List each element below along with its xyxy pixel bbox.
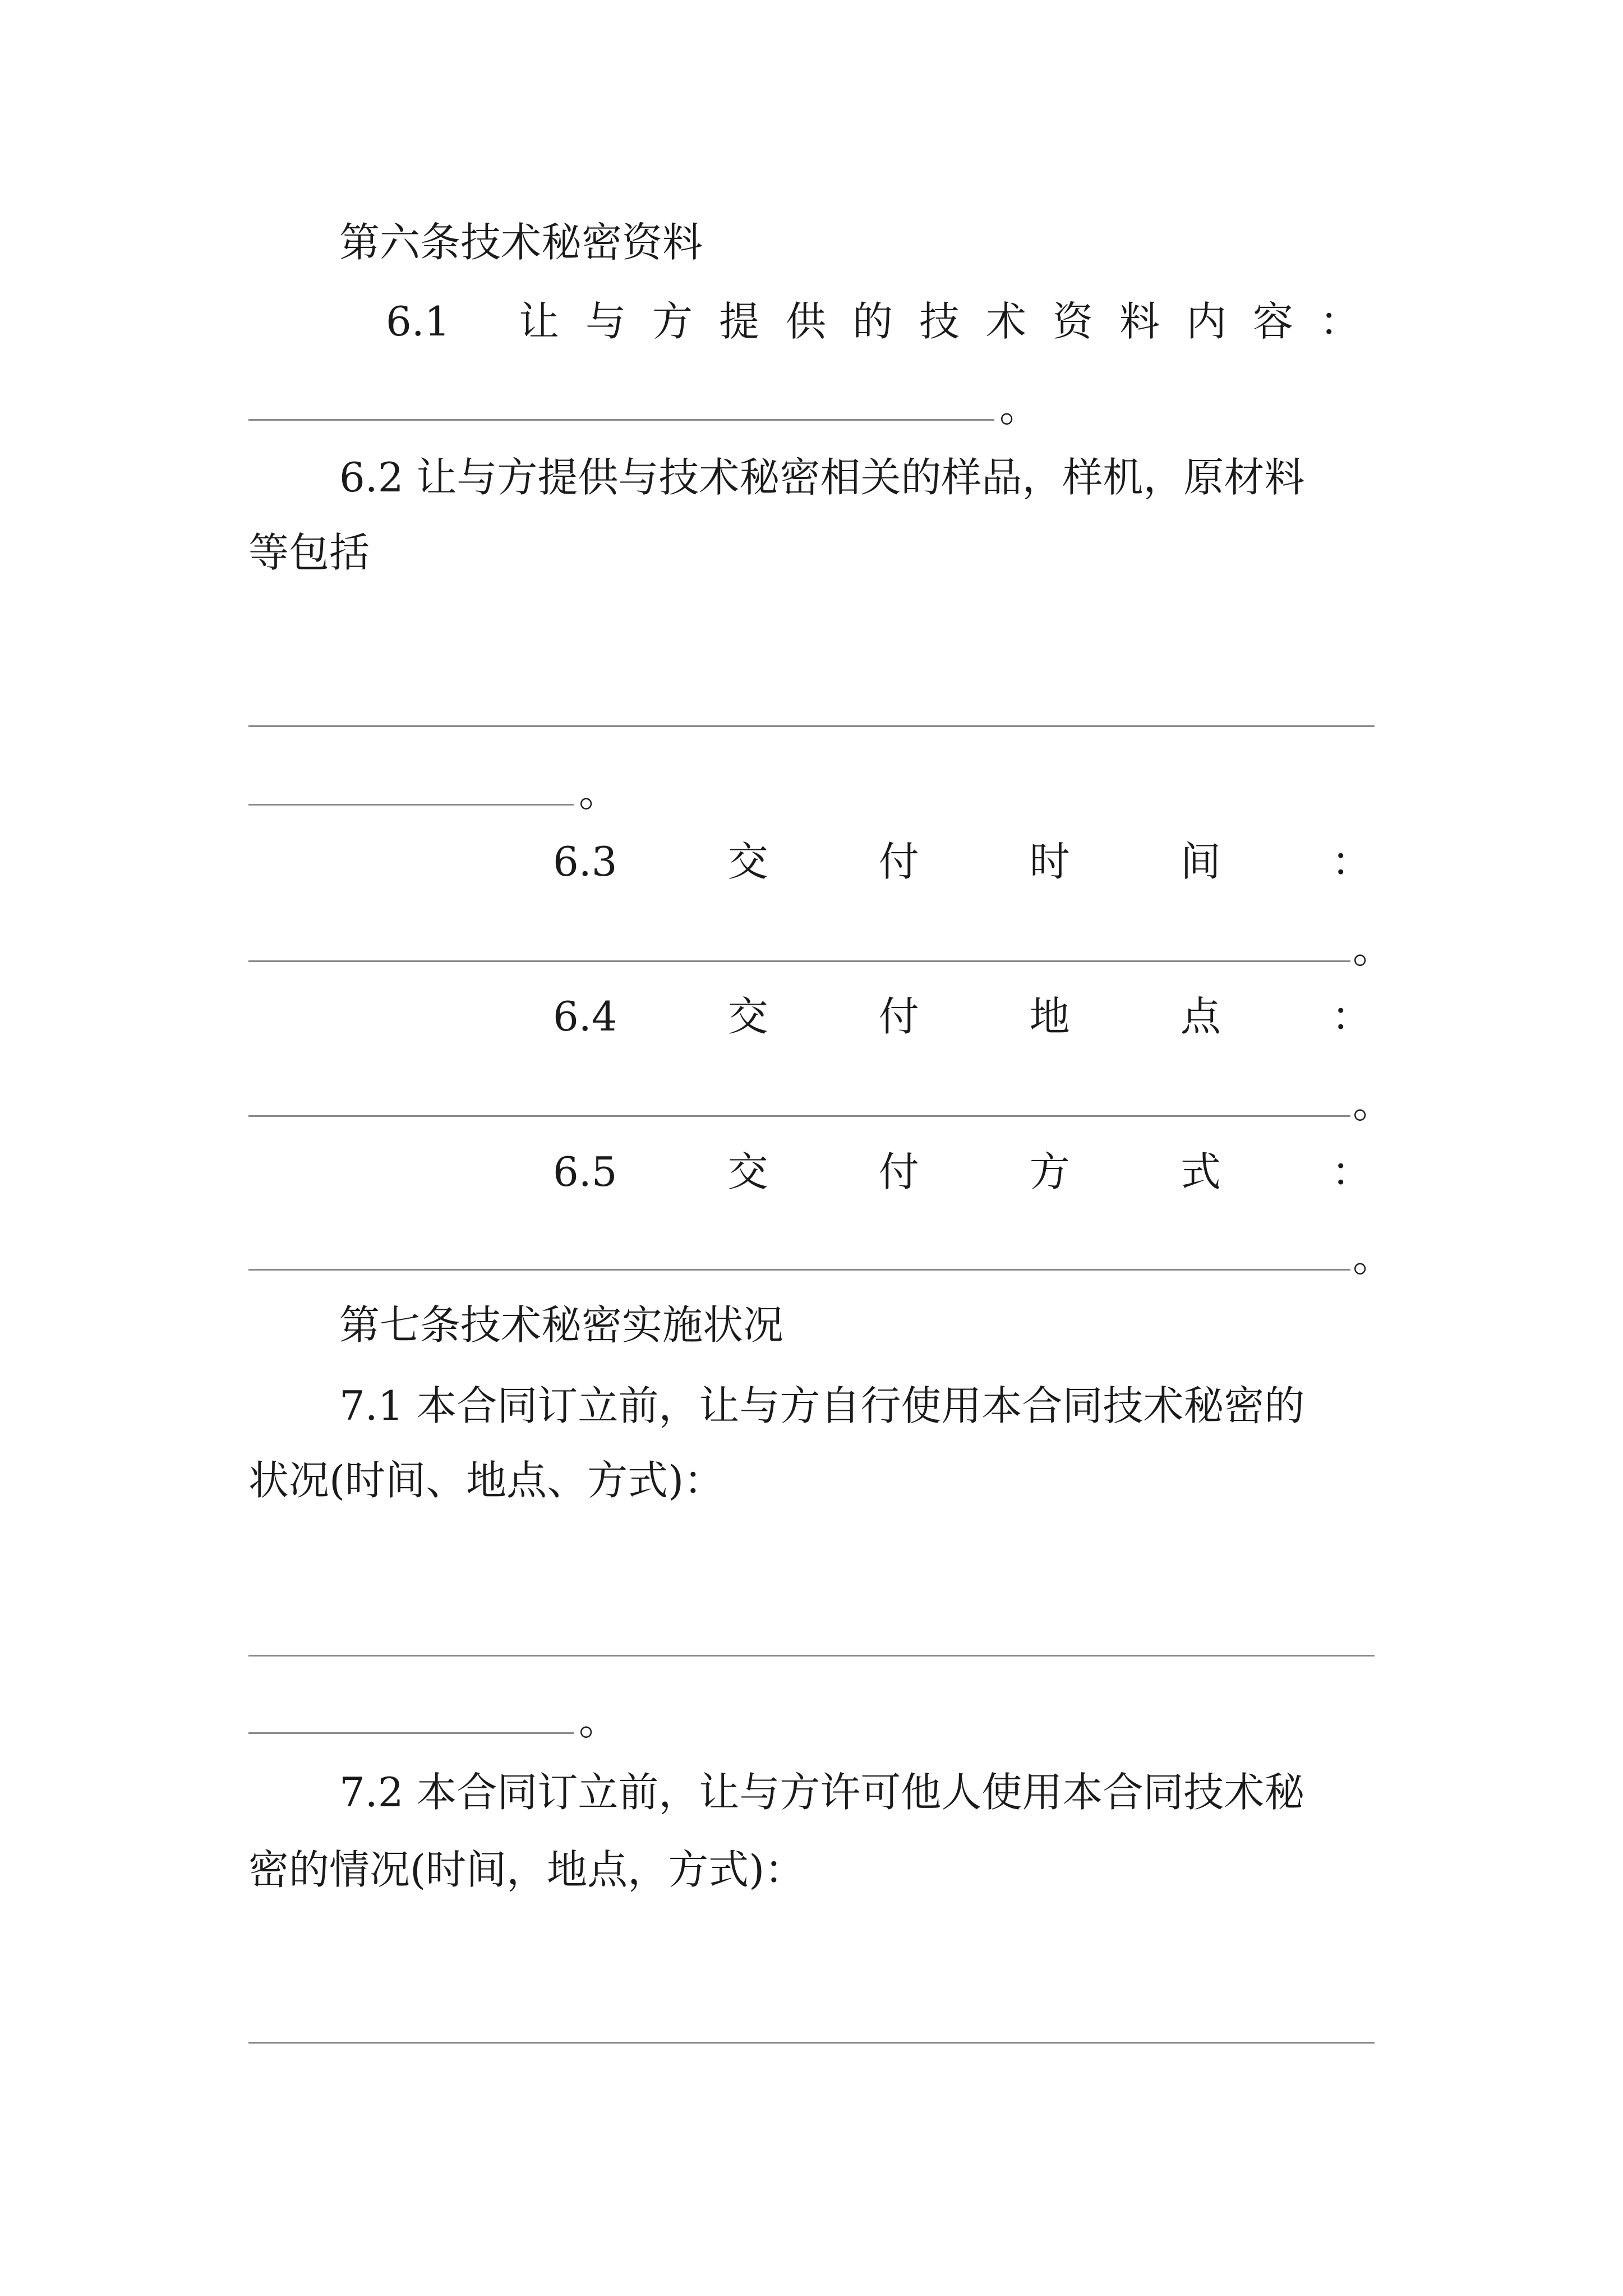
item-6-1-period: 。: [999, 384, 1040, 431]
item-6-5-period: 。: [1353, 1234, 1394, 1281]
item-6-4-fill-line: [248, 1115, 1350, 1117]
item-6-4-period: 。: [1353, 1080, 1394, 1127]
item-7-1-period: 。: [579, 1697, 620, 1744]
item-7-1-line1: 7.1 本合同订立前，让与方自行使用本合同技术秘密的: [339, 1382, 1305, 1429]
item-6-5-colon: ：: [1331, 1148, 1372, 1195]
item-6-5-char-2: 付: [878, 1148, 919, 1195]
section-7-heading: 第七条技术秘密实施状况: [339, 1301, 784, 1349]
item-6-3-char-4: 间: [1180, 838, 1221, 885]
item-6-5-char-4: 式: [1180, 1148, 1221, 1195]
item-6-2-line1: 6.2 让与方提供与技术秘密相关的样品，样机，原材料: [339, 454, 1305, 501]
item-6-3-number: 6.3: [553, 838, 617, 885]
item-6-3-char-3: 时: [1029, 838, 1070, 885]
item-6-3-period: 。: [1353, 925, 1394, 972]
item-7-2-line2: 密的情况(时间，地点，方式)：: [248, 1846, 805, 1893]
item-6-2-fill-line-1: [248, 725, 1375, 727]
item-6-4-colon: ：: [1331, 993, 1372, 1040]
item-6-4-row: [553, 993, 1372, 1040]
item-6-5-char-1: 交: [727, 1148, 768, 1195]
item-7-1-fill-line-2: [248, 1732, 574, 1734]
item-6-5-number: 6.5: [553, 1148, 617, 1195]
item-6-5-fill-line: [248, 1269, 1350, 1271]
item-6-2-line2: 等包括: [248, 529, 370, 576]
item-6-3-char-1: 交: [727, 838, 768, 885]
item-6-4-char-1: 交: [727, 993, 768, 1040]
item-6-4-char-2: 付: [878, 993, 919, 1040]
item-6-3-row: [553, 838, 1372, 885]
item-6-3-char-2: 付: [878, 838, 919, 885]
item-6-5-row: [553, 1148, 1372, 1195]
item-7-1-fill-line-1: [248, 1655, 1375, 1657]
item-7-1-line2: 状况(时间、地点、方式)：: [248, 1457, 725, 1504]
item-6-1-number: 6.1: [386, 298, 450, 345]
item-6-3-colon: ：: [1331, 838, 1372, 885]
section-6-heading: 第六条技术秘密资料: [339, 219, 703, 266]
item-6-5-char-3: 方: [1029, 1148, 1070, 1195]
item-6-2-period: 。: [579, 769, 620, 816]
item-7-2-line1: 7.2 本合同订立前，让与方许可他人使用本合同技术秘: [339, 1769, 1305, 1816]
item-6-1-fill-line: [248, 419, 994, 421]
item-6-3-fill-line: [248, 960, 1350, 962]
item-6-1-text: 让与方提供的技术资料内容：: [519, 298, 1387, 345]
item-7-2-fill-line: [248, 2042, 1375, 2044]
item-6-4-char-3: 地: [1029, 993, 1070, 1040]
item-6-4-char-4: 点: [1180, 993, 1221, 1040]
item-6-2-fill-line-2: [248, 804, 574, 806]
item-6-4-number: 6.4: [553, 993, 617, 1040]
